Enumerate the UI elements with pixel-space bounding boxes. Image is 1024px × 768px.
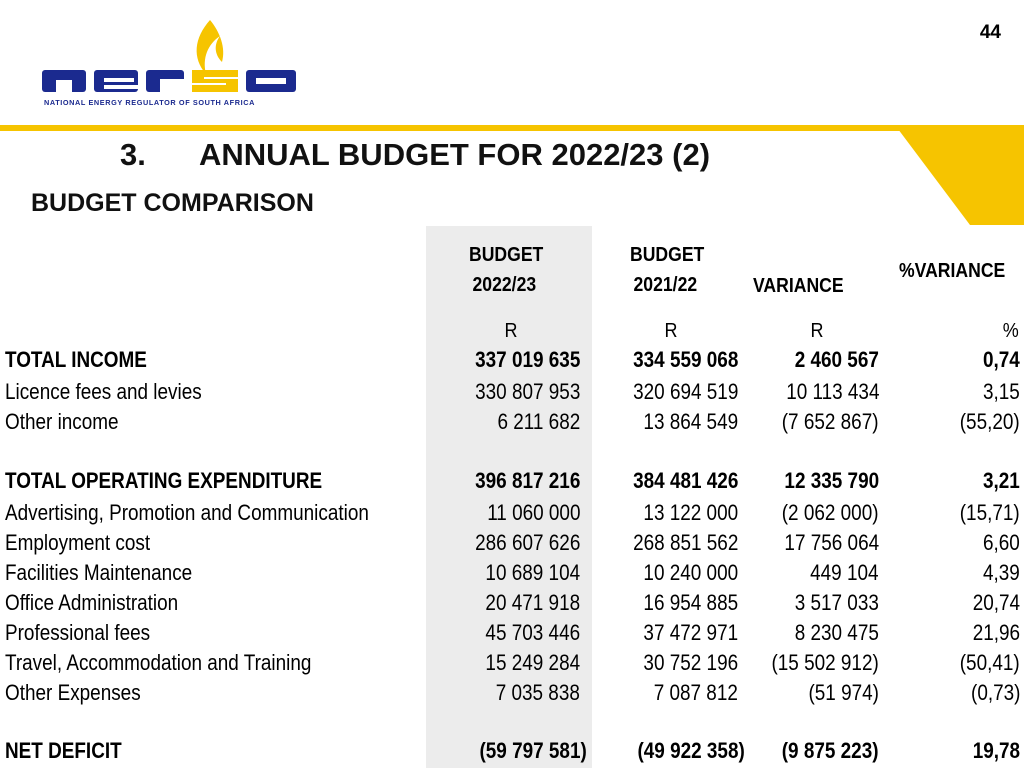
pct-variance-value: (55,20) [960,409,1020,434]
budget-2021-22-value: 334 559 068 [632,347,738,372]
budget-2021-22-value: 268 851 562 [632,530,738,555]
variance-value: (51 974) [808,680,879,705]
pct-variance-value: 0,74 [983,347,1020,372]
variance-value: (9 875 223) [782,738,879,763]
row-label: Advertising, Promotion and Communication [5,500,369,525]
variance-value: 12 335 790 [784,468,879,493]
table-row [0,560,1024,588]
budget-2021-22-value: 30 752 196 [643,650,738,675]
nersa-logo [42,18,312,113]
pct-variance-value: 4,39 [983,560,1020,585]
table-row [0,620,1024,648]
pct-variance-value: 3,15 [983,379,1020,404]
budget-2021-22-value: 16 954 885 [643,590,738,615]
row-label: Employment cost [5,530,151,555]
table-row-net-deficit [0,738,1024,766]
section-number: 3. [120,137,146,172]
column-header-pct-variance: %VARIANCE [899,260,1006,282]
budget-2021-22-value: 7 087 812 [653,680,738,705]
pct-variance-value: 21,96 [972,620,1020,645]
section-title: ANNUAL BUDGET FOR 2022/23 (2) [199,137,711,172]
row-label: TOTAL OPERATING EXPENDITURE [5,468,323,493]
variance-value: 2 460 567 [794,347,879,372]
budget-2021-22-value: 13 864 549 [643,409,738,434]
budget-2021-22-value: (49 922 358) [637,738,745,763]
budget-2021-22-value: 320 694 519 [632,379,738,404]
budget-2021-22-value: 13 122 000 [643,500,738,525]
variance-value: 10 113 434 [785,379,879,404]
budget-2022-23-value: 20 471 918 [485,590,580,615]
row-label: Professional fees [5,620,151,645]
unit-label: R [503,320,517,342]
row-label: Other income [5,409,119,434]
variance-value: (15 502 912) [771,650,879,675]
budget-2021-22-value: 10 240 000 [643,560,738,585]
page-number: 44 [979,22,1001,43]
variance-value: (7 652 867) [782,409,879,434]
budget-2022-23-value: 396 817 216 [474,468,580,493]
table-row [0,590,1024,618]
variance-value: 8 230 475 [794,620,879,645]
row-label: Licence fees and levies [5,379,202,404]
variance-value: (2 062 000) [782,500,879,525]
row-label: NET DEFICIT [5,738,122,763]
budget-2022-23-value: 286 607 626 [474,530,580,555]
table-row-total-income [0,347,1024,375]
page-subtitle: BUDGET COMPARISON [31,189,314,217]
budget-2022-23-value: 15 249 284 [485,650,580,675]
budget-2022-23-value: 337 019 635 [474,347,580,372]
unit-label: % [1002,320,1019,342]
table-row [0,409,1024,437]
budget-2022-23-value: (59 797 581) [479,738,587,763]
variance-value: 17 756 064 [784,530,879,555]
variance-value: 449 104 [810,560,879,585]
budget-2021-22-value: 37 472 971 [643,620,738,645]
page-title [120,137,710,173]
row-label: Other Expenses [5,680,141,705]
pct-variance-value: (15,71) [960,500,1020,525]
variance-value: 3 517 033 [794,590,879,615]
table-row [0,379,1024,407]
unit-label: R [663,320,677,342]
budget-2022-23-value: 330 807 953 [474,379,580,404]
column-header-budget-2022-23: BUDGET 2022/23 [469,244,544,296]
budget-2022-23-value: 45 703 446 [485,620,580,645]
pct-variance-value: 20,74 [972,590,1020,615]
table-row [0,530,1024,558]
budget-2022-23-value: 11 060 000 [486,500,580,525]
column-header-variance: VARIANCE [753,275,844,297]
budget-2022-23-value: 7 035 838 [495,680,580,705]
row-label: Office Administration [5,590,179,615]
column-header-budget-2021-22: BUDGET 2021/22 [630,244,705,296]
table-row-total-operating-expenditure [0,468,1024,496]
pct-variance-value: 3,21 [983,468,1020,493]
pct-variance-value: 19,78 [972,738,1020,763]
budget-2022-23-value: 6 211 682 [497,409,580,434]
row-label: TOTAL INCOME [5,347,147,372]
table-row [0,680,1024,708]
unit-label: R [809,320,823,342]
logo-tagline: NATIONAL ENERGY REGULATOR OF SOUTH AFRICA [44,98,255,107]
table-row [0,650,1024,678]
row-label: Facilities Maintenance [5,560,193,585]
table-row [0,500,1024,528]
pct-variance-value: (50,41) [960,650,1020,675]
pct-variance-value: (0,73) [970,680,1020,705]
budget-2022-23-value: 10 689 104 [485,560,580,585]
row-label: Travel, Accommodation and Training [5,650,312,675]
pct-variance-value: 6,60 [983,530,1020,555]
budget-2021-22-value: 384 481 426 [632,468,738,493]
